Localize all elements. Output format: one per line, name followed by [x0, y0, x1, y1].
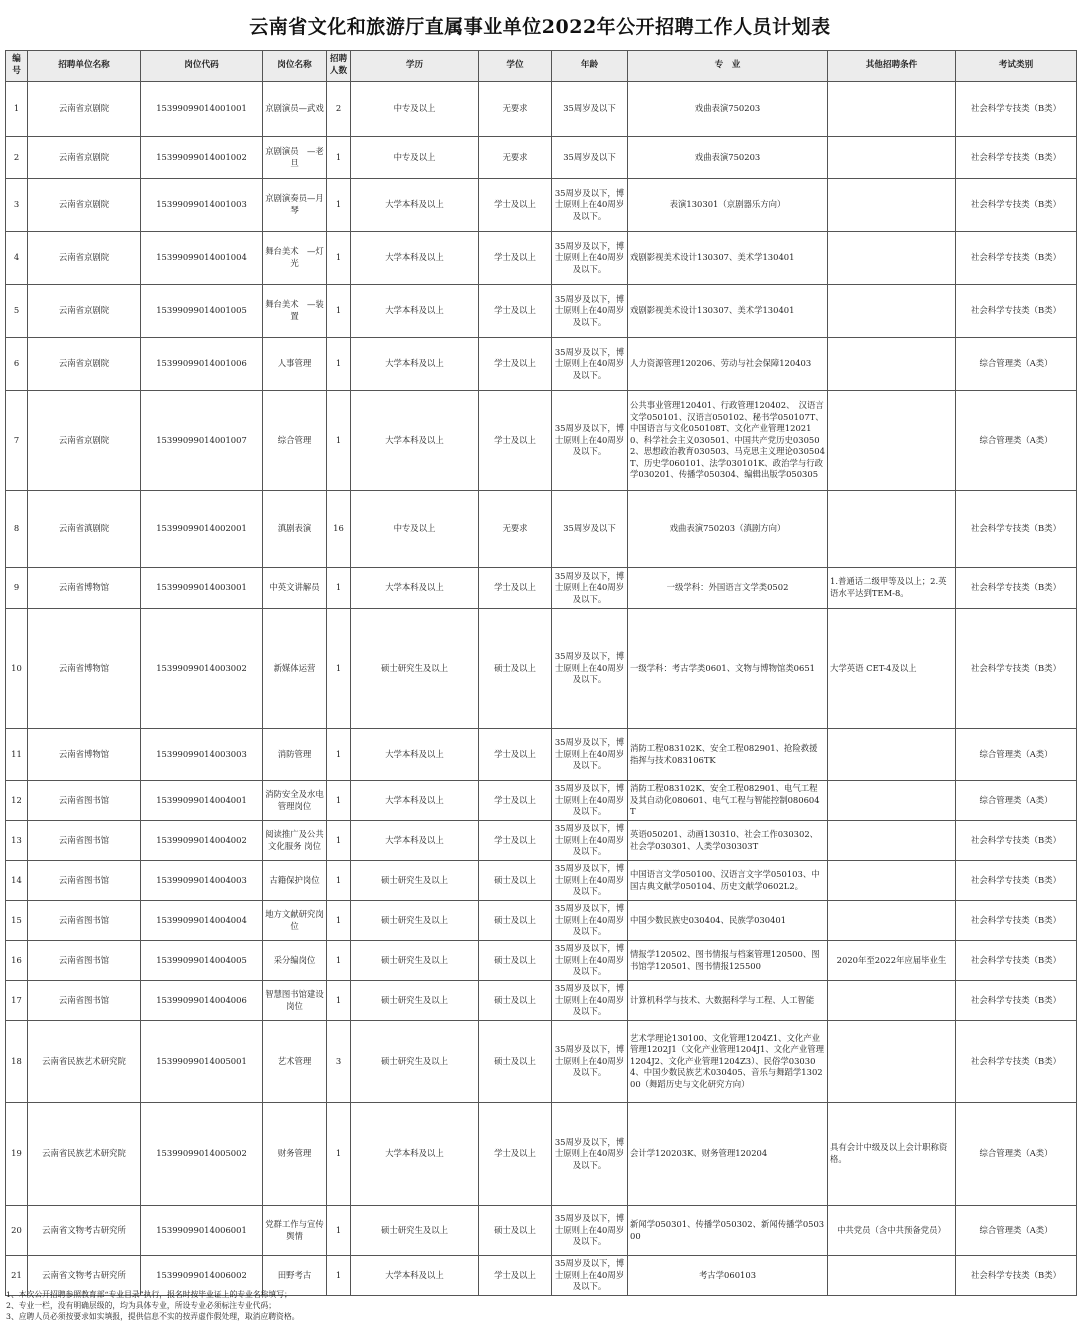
index-cell: 10 [6, 609, 28, 729]
post-name-cell: 消防安全及水电管理岗位 [263, 781, 327, 821]
major-cell: 戏曲表演750203 [628, 137, 828, 179]
headcount-cell: 16 [327, 491, 351, 568]
education-cell: 大学本科及以上 [351, 285, 479, 338]
age-cell: 35周岁及以下，博士原则上在40周岁及以下。 [552, 285, 628, 338]
table-row [6, 568, 1077, 609]
age-cell: 35周岁及以下 [552, 491, 628, 568]
table-row [6, 491, 1077, 568]
index-cell: 4 [6, 232, 28, 285]
other-requirements-cell [828, 729, 956, 781]
index-cell: 1 [6, 82, 28, 137]
post-code-cell: 15399099014001004 [141, 232, 263, 285]
post-code-cell: 15399099014005001 [141, 1021, 263, 1103]
unit-name-cell: 云南省京剧院 [28, 179, 141, 232]
post-code-cell: 15399099014004003 [141, 861, 263, 901]
education-cell: 大学本科及以上 [351, 391, 479, 491]
degree-cell: 学士及以上 [479, 391, 552, 491]
education-cell: 硕士研究生及以上 [351, 1021, 479, 1103]
education-cell: 大学本科及以上 [351, 568, 479, 609]
unit-name-cell: 云南省图书馆 [28, 941, 141, 981]
index-cell: 3 [6, 179, 28, 232]
post-code-cell: 15399099014001001 [141, 82, 263, 137]
exam-category-cell: 综合管理类（A类） [956, 338, 1077, 391]
table-row [6, 861, 1077, 901]
major-cell: 新闻学050301、传播学050302、新闻传播学050300 [628, 1206, 828, 1256]
major-cell: 表演130301（京剧器乐方向） [628, 179, 828, 232]
post-name-cell: 党群工作与宣传舆情 [263, 1206, 327, 1256]
age-cell: 35周岁及以下，博士原则上在40周岁及以下。 [552, 941, 628, 981]
exam-category-cell: 社会科学专技类（B类） [956, 232, 1077, 285]
headcount-cell: 1 [327, 338, 351, 391]
headcount-cell: 1 [327, 285, 351, 338]
education-cell: 硕士研究生及以上 [351, 861, 479, 901]
post-name-cell: 舞台美术 —装置 [263, 285, 327, 338]
education-cell: 中专及以上 [351, 491, 479, 568]
unit-name-cell: 云南省滇剧院 [28, 491, 141, 568]
education-cell: 硕士研究生及以上 [351, 941, 479, 981]
exam-category-cell: 综合管理类（A类） [956, 729, 1077, 781]
age-cell: 35周岁及以下，博士原则上在40周岁及以下。 [552, 1256, 628, 1296]
index-cell: 17 [6, 981, 28, 1021]
exam-category-cell: 社会科学专技类（B类） [956, 1256, 1077, 1296]
exam-category-cell: 社会科学专技类（B类） [956, 941, 1077, 981]
headcount-cell: 1 [327, 941, 351, 981]
unit-name-cell: 云南省京剧院 [28, 391, 141, 491]
unit-name-cell: 云南省民族艺术研究院 [28, 1021, 141, 1103]
degree-cell: 硕士及以上 [479, 901, 552, 941]
education-cell: 硕士研究生及以上 [351, 609, 479, 729]
major-cell: 消防工程083102K、安全工程082901、抢险救援指挥与技术083106TK [628, 729, 828, 781]
table-row [6, 137, 1077, 179]
post-code-cell: 15399099014001005 [141, 285, 263, 338]
exam-category-cell: 社会科学专技类（B类） [956, 179, 1077, 232]
education-cell: 大学本科及以上 [351, 338, 479, 391]
exam-category-cell: 社会科学专技类（B类） [956, 609, 1077, 729]
index-cell: 13 [6, 821, 28, 861]
post-name-cell: 古籍保护岗位 [263, 861, 327, 901]
table-row [6, 179, 1077, 232]
age-cell: 35周岁及以下，博士原则上在40周岁及以下。 [552, 821, 628, 861]
unit-name-cell: 云南省图书馆 [28, 781, 141, 821]
education-cell: 大学本科及以上 [351, 821, 479, 861]
other-requirements-cell: 大学英语 CET-4及以上 [828, 609, 956, 729]
exam-category-cell: 社会科学专技类（B类） [956, 901, 1077, 941]
degree-cell: 学士及以上 [479, 568, 552, 609]
education-cell: 硕士研究生及以上 [351, 981, 479, 1021]
major-cell: 一级学科：考古学类0601、文物与博物馆类0651 [628, 609, 828, 729]
other-requirements-cell [828, 781, 956, 821]
major-cell: 一级学科：外国语言文学类0502 [628, 568, 828, 609]
education-cell: 中专及以上 [351, 82, 479, 137]
index-cell: 21 [6, 1256, 28, 1296]
unit-name-cell: 云南省图书馆 [28, 981, 141, 1021]
table-row [6, 941, 1077, 981]
exam-category-cell: 社会科学专技类（B类） [956, 285, 1077, 338]
header-col-post-code: 岗位代码 [141, 51, 263, 82]
unit-name-cell: 云南省京剧院 [28, 232, 141, 285]
index-cell: 11 [6, 729, 28, 781]
education-cell: 硕士研究生及以上 [351, 1206, 479, 1256]
post-code-cell: 15399099014002001 [141, 491, 263, 568]
headcount-cell: 1 [327, 1256, 351, 1296]
post-code-cell: 15399099014004005 [141, 941, 263, 981]
major-cell: 戏曲表演750203（滇剧方向） [628, 491, 828, 568]
headcount-cell: 1 [327, 861, 351, 901]
post-name-cell: 京剧演员—武戏 [263, 82, 327, 137]
unit-name-cell: 云南省图书馆 [28, 901, 141, 941]
age-cell: 35周岁及以下，博士原则上在40周岁及以下。 [552, 338, 628, 391]
index-cell: 12 [6, 781, 28, 821]
note-3: 3、应聘人员必须按要求如实填报，提供信息不实的按弄虚作假处理，取消应聘资格。 [6, 1312, 300, 1322]
headcount-cell: 1 [327, 781, 351, 821]
exam-category-cell: 综合管理类（A类） [956, 781, 1077, 821]
table-row [6, 232, 1077, 285]
header-col-other-requirements: 其他招聘条件 [828, 51, 956, 82]
other-requirements-cell: 1.普通话二级甲等及以上；2.英语水平达到TEM-8。 [828, 568, 956, 609]
table-row [6, 285, 1077, 338]
headcount-cell: 1 [327, 981, 351, 1021]
unit-name-cell: 云南省京剧院 [28, 338, 141, 391]
age-cell: 35周岁及以下，博士原则上在40周岁及以下。 [552, 781, 628, 821]
exam-category-cell: 社会科学专技类（B类） [956, 981, 1077, 1021]
post-code-cell: 15399099014003003 [141, 729, 263, 781]
headcount-cell: 2 [327, 82, 351, 137]
header-col-post-name: 岗位名称 [263, 51, 327, 82]
exam-category-cell: 综合管理类（A类） [956, 1103, 1077, 1206]
headcount-cell: 1 [327, 568, 351, 609]
education-cell: 大学本科及以上 [351, 781, 479, 821]
table-body [6, 82, 1077, 1296]
table-row [6, 729, 1077, 781]
degree-cell: 硕士及以上 [479, 1206, 552, 1256]
table-row [6, 338, 1077, 391]
age-cell: 35周岁及以下 [552, 82, 628, 137]
other-requirements-cell: 具有会计中级及以上会计职称资格。 [828, 1103, 956, 1206]
table-row [6, 391, 1077, 491]
table-row [6, 981, 1077, 1021]
major-cell: 艺术学理论130100、文化管理1204Z1、文化产业管理1202J1（文化产业管理1204J1、文化产业管理1204J2、文化产业管理1204Z3）、民俗学030304、中国少数民族艺术030405、音乐与舞蹈学130200（舞蹈历史与文化研究方向） [628, 1021, 828, 1103]
degree-cell: 硕士及以上 [479, 1021, 552, 1103]
exam-category-cell: 社会科学专技类（B类） [956, 137, 1077, 179]
unit-name-cell: 云南省京剧院 [28, 137, 141, 179]
major-cell: 会计学120203K、财务管理120204 [628, 1103, 828, 1206]
index-cell: 8 [6, 491, 28, 568]
notes [6, 1289, 1066, 1322]
major-cell: 戏曲表演750203 [628, 82, 828, 137]
degree-cell: 硕士及以上 [479, 861, 552, 901]
note-2: 2、专业一栏，没有明确层级的，均为具体专业，所设专业必须标注专业代码； [6, 1301, 277, 1311]
exam-category-cell: 社会科学专技类（B类） [956, 82, 1077, 137]
other-requirements-cell [828, 179, 956, 232]
education-cell: 大学本科及以上 [351, 179, 479, 232]
table-header-row [6, 51, 1077, 82]
headcount-cell: 1 [327, 729, 351, 781]
major-cell: 情报学120502、图书情报与档案管理120500、图书馆学120501、图书情报125500 [628, 941, 828, 981]
degree-cell: 学士及以上 [479, 232, 552, 285]
unit-name-cell: 云南省博物馆 [28, 729, 141, 781]
index-cell: 16 [6, 941, 28, 981]
age-cell: 35周岁及以下，博士原则上在40周岁及以下。 [552, 391, 628, 491]
post-code-cell: 15399099014003002 [141, 609, 263, 729]
post-code-cell: 15399099014001007 [141, 391, 263, 491]
other-requirements-cell [828, 901, 956, 941]
degree-cell: 学士及以上 [479, 338, 552, 391]
education-cell: 大学本科及以上 [351, 729, 479, 781]
unit-name-cell: 云南省博物馆 [28, 568, 141, 609]
unit-name-cell: 云南省京剧院 [28, 285, 141, 338]
post-name-cell: 阅读推广及公共文化服务 岗位 [263, 821, 327, 861]
degree-cell: 学士及以上 [479, 1103, 552, 1206]
exam-category-cell: 综合管理类（A类） [956, 391, 1077, 491]
index-cell: 19 [6, 1103, 28, 1206]
index-cell: 7 [6, 391, 28, 491]
major-cell: 消防工程083102K、安全工程082901、电气工程及其自动化080601、电气工程与智能控制080604T [628, 781, 828, 821]
unit-name-cell: 云南省图书馆 [28, 861, 141, 901]
post-name-cell: 京剧演奏员—月琴 [263, 179, 327, 232]
exam-category-cell: 社会科学专技类（B类） [956, 568, 1077, 609]
major-cell: 中国语言文学050100、汉语言文字学050103、中国古典文献学050104、历史文献学0602L2。 [628, 861, 828, 901]
index-cell: 5 [6, 285, 28, 338]
other-requirements-cell: 中共党员（含中共预备党员） [828, 1206, 956, 1256]
major-cell: 人力资源管理120206、劳动与社会保障120403 [628, 338, 828, 391]
other-requirements-cell [828, 338, 956, 391]
age-cell: 35周岁及以下，博士原则上在40周岁及以下。 [552, 1206, 628, 1256]
unit-name-cell: 云南省文物考古研究所 [28, 1206, 141, 1256]
header-col-degree: 学位 [479, 51, 552, 82]
degree-cell: 学士及以上 [479, 179, 552, 232]
header-col-index: 编号 [6, 51, 28, 82]
other-requirements-cell [828, 1021, 956, 1103]
post-name-cell: 田野考古 [263, 1256, 327, 1296]
age-cell: 35周岁及以下，博士原则上在40周岁及以下。 [552, 729, 628, 781]
post-name-cell: 人事管理 [263, 338, 327, 391]
other-requirements-cell: 2020年至2022年应届毕业生 [828, 941, 956, 981]
age-cell: 35周岁及以下，博士原则上在40周岁及以下。 [552, 232, 628, 285]
education-cell: 大学本科及以上 [351, 1103, 479, 1206]
table-row [6, 821, 1077, 861]
other-requirements-cell [828, 491, 956, 568]
exam-category-cell: 社会科学专技类（B类） [956, 861, 1077, 901]
other-requirements-cell [828, 981, 956, 1021]
table-row [6, 1021, 1077, 1103]
age-cell: 35周岁及以下，博士原则上在40周岁及以下。 [552, 609, 628, 729]
age-cell: 35周岁及以下，博士原则上在40周岁及以下。 [552, 901, 628, 941]
header-col-exam-category: 考试类别 [956, 51, 1077, 82]
post-code-cell: 15399099014006001 [141, 1206, 263, 1256]
post-code-cell: 15399099014001002 [141, 137, 263, 179]
table-row [6, 1206, 1077, 1256]
major-cell: 戏剧影视美术设计130307、美术学130401 [628, 285, 828, 338]
headcount-cell: 1 [327, 1206, 351, 1256]
age-cell: 35周岁及以下 [552, 137, 628, 179]
post-code-cell: 15399099014003001 [141, 568, 263, 609]
headcount-cell: 1 [327, 232, 351, 285]
other-requirements-cell [828, 232, 956, 285]
age-cell: 35周岁及以下，博士原则上在40周岁及以下。 [552, 179, 628, 232]
post-code-cell: 15399099014004006 [141, 981, 263, 1021]
age-cell: 35周岁及以下，博士原则上在40周岁及以下。 [552, 861, 628, 901]
index-cell: 14 [6, 861, 28, 901]
education-cell: 大学本科及以上 [351, 1256, 479, 1296]
post-code-cell: 15399099014001006 [141, 338, 263, 391]
degree-cell: 无要求 [479, 137, 552, 179]
age-cell: 35周岁及以下，博士原则上在40周岁及以下。 [552, 1103, 628, 1206]
degree-cell: 学士及以上 [479, 729, 552, 781]
exam-category-cell: 社会科学专技类（B类） [956, 1021, 1077, 1103]
index-cell: 6 [6, 338, 28, 391]
post-name-cell: 舞台美术 —灯光 [263, 232, 327, 285]
age-cell: 35周岁及以下，博士原则上在40周岁及以下。 [552, 981, 628, 1021]
table-row [6, 781, 1077, 821]
table-row [6, 609, 1077, 729]
note-1: 1、本次公开招聘参照教育部“专业目录”执行，报名时按毕业证上的专业名称填写； [6, 1290, 292, 1299]
unit-name-cell: 云南省文物考古研究所 [28, 1256, 141, 1296]
post-name-cell: 京剧演员 —老旦 [263, 137, 327, 179]
degree-cell: 硕士及以上 [479, 981, 552, 1021]
unit-name-cell: 云南省民族艺术研究院 [28, 1103, 141, 1206]
headcount-cell: 1 [327, 609, 351, 729]
index-cell: 20 [6, 1206, 28, 1256]
other-requirements-cell [828, 285, 956, 338]
age-cell: 35周岁及以下，博士原则上在40周岁及以下。 [552, 1021, 628, 1103]
exam-category-cell: 综合管理类（A类） [956, 1206, 1077, 1256]
headcount-cell: 1 [327, 179, 351, 232]
post-code-cell: 15399099014004004 [141, 901, 263, 941]
headcount-cell: 1 [327, 391, 351, 491]
exam-category-cell: 社会科学专技类（B类） [956, 491, 1077, 568]
unit-name-cell: 云南省京剧院 [28, 82, 141, 137]
age-cell: 35周岁及以下，博士原则上在40周岁及以下。 [552, 568, 628, 609]
major-cell: 英语050201、动画130310、社会工作030302、社会学030301、人类学030303T [628, 821, 828, 861]
header-col-headcount: 招聘人数 [327, 51, 351, 82]
other-requirements-cell [828, 82, 956, 137]
post-name-cell: 消防管理 [263, 729, 327, 781]
index-cell: 18 [6, 1021, 28, 1103]
post-name-cell: 中英文讲解员 [263, 568, 327, 609]
degree-cell: 学士及以上 [479, 821, 552, 861]
post-name-cell: 财务管理 [263, 1103, 327, 1206]
table-row [6, 1103, 1077, 1206]
unit-name-cell: 云南省博物馆 [28, 609, 141, 729]
unit-name-cell: 云南省图书馆 [28, 821, 141, 861]
post-code-cell: 15399099014005002 [141, 1103, 263, 1206]
degree-cell: 无要求 [479, 82, 552, 137]
headcount-cell: 1 [327, 821, 351, 861]
index-cell: 15 [6, 901, 28, 941]
degree-cell: 学士及以上 [479, 1256, 552, 1296]
education-cell: 大学本科及以上 [351, 232, 479, 285]
major-cell: 计算机科学与技术、大数据科学与工程、人工智能 [628, 981, 828, 1021]
degree-cell: 学士及以上 [479, 285, 552, 338]
index-cell: 9 [6, 568, 28, 609]
other-requirements-cell [828, 861, 956, 901]
headcount-cell: 1 [327, 137, 351, 179]
other-requirements-cell [828, 391, 956, 491]
post-name-cell: 艺术管理 [263, 1021, 327, 1103]
degree-cell: 硕士及以上 [479, 609, 552, 729]
major-cell: 考古学060103 [628, 1256, 828, 1296]
major-cell: 戏剧影视美术设计130307、美术学130401 [628, 232, 828, 285]
index-cell: 2 [6, 137, 28, 179]
post-code-cell: 15399099014004001 [141, 781, 263, 821]
major-cell: 公共事业管理120401、行政管理120402、 汉语言文学050101、汉语言050102、秘书学050107T、中国语言与文化050108T、文化产业管理120210、科学社会主义030501、中国共产党历史030502、思想政治教育030503、马克思主义理论030504T、历史学060101、法学030101K、政治学与行政学030201、传播学050304、编辑出版学050305 [628, 391, 828, 491]
major-cell: 中国少数民族史030404、民族学030401 [628, 901, 828, 941]
page-title: 云南省文化和旅游厅直属事业单位2022年公开招聘工作人员计划表 [249, 16, 831, 38]
other-requirements-cell [828, 821, 956, 861]
post-name-cell: 滇剧表演 [263, 491, 327, 568]
degree-cell: 无要求 [479, 491, 552, 568]
degree-cell: 学士及以上 [479, 781, 552, 821]
header-col-major: 专 业 [628, 51, 828, 82]
table-row [6, 901, 1077, 941]
header-col-education: 学历 [351, 51, 479, 82]
headcount-cell: 1 [327, 901, 351, 941]
table-row [6, 82, 1077, 137]
education-cell: 硕士研究生及以上 [351, 901, 479, 941]
post-code-cell: 15399099014004002 [141, 821, 263, 861]
headcount-cell: 1 [327, 1103, 351, 1206]
post-name-cell: 新媒体运营 [263, 609, 327, 729]
header-col-age: 年龄 [552, 51, 628, 82]
post-code-cell: 15399099014006002 [141, 1256, 263, 1296]
degree-cell: 硕士及以上 [479, 941, 552, 981]
headcount-cell: 3 [327, 1021, 351, 1103]
exam-category-cell: 社会科学专技类（B类） [956, 821, 1077, 861]
other-requirements-cell [828, 137, 956, 179]
post-name-cell: 地方文献研究岗位 [263, 901, 327, 941]
header-col-unit-name: 招聘单位名称 [28, 51, 141, 82]
post-code-cell: 15399099014001003 [141, 179, 263, 232]
education-cell: 中专及以上 [351, 137, 479, 179]
recruitment-plan-table [5, 50, 1077, 1296]
post-name-cell: 综合管理 [263, 391, 327, 491]
post-name-cell: 智慧图书馆建设岗位 [263, 981, 327, 1021]
post-name-cell: 采分编岗位 [263, 941, 327, 981]
